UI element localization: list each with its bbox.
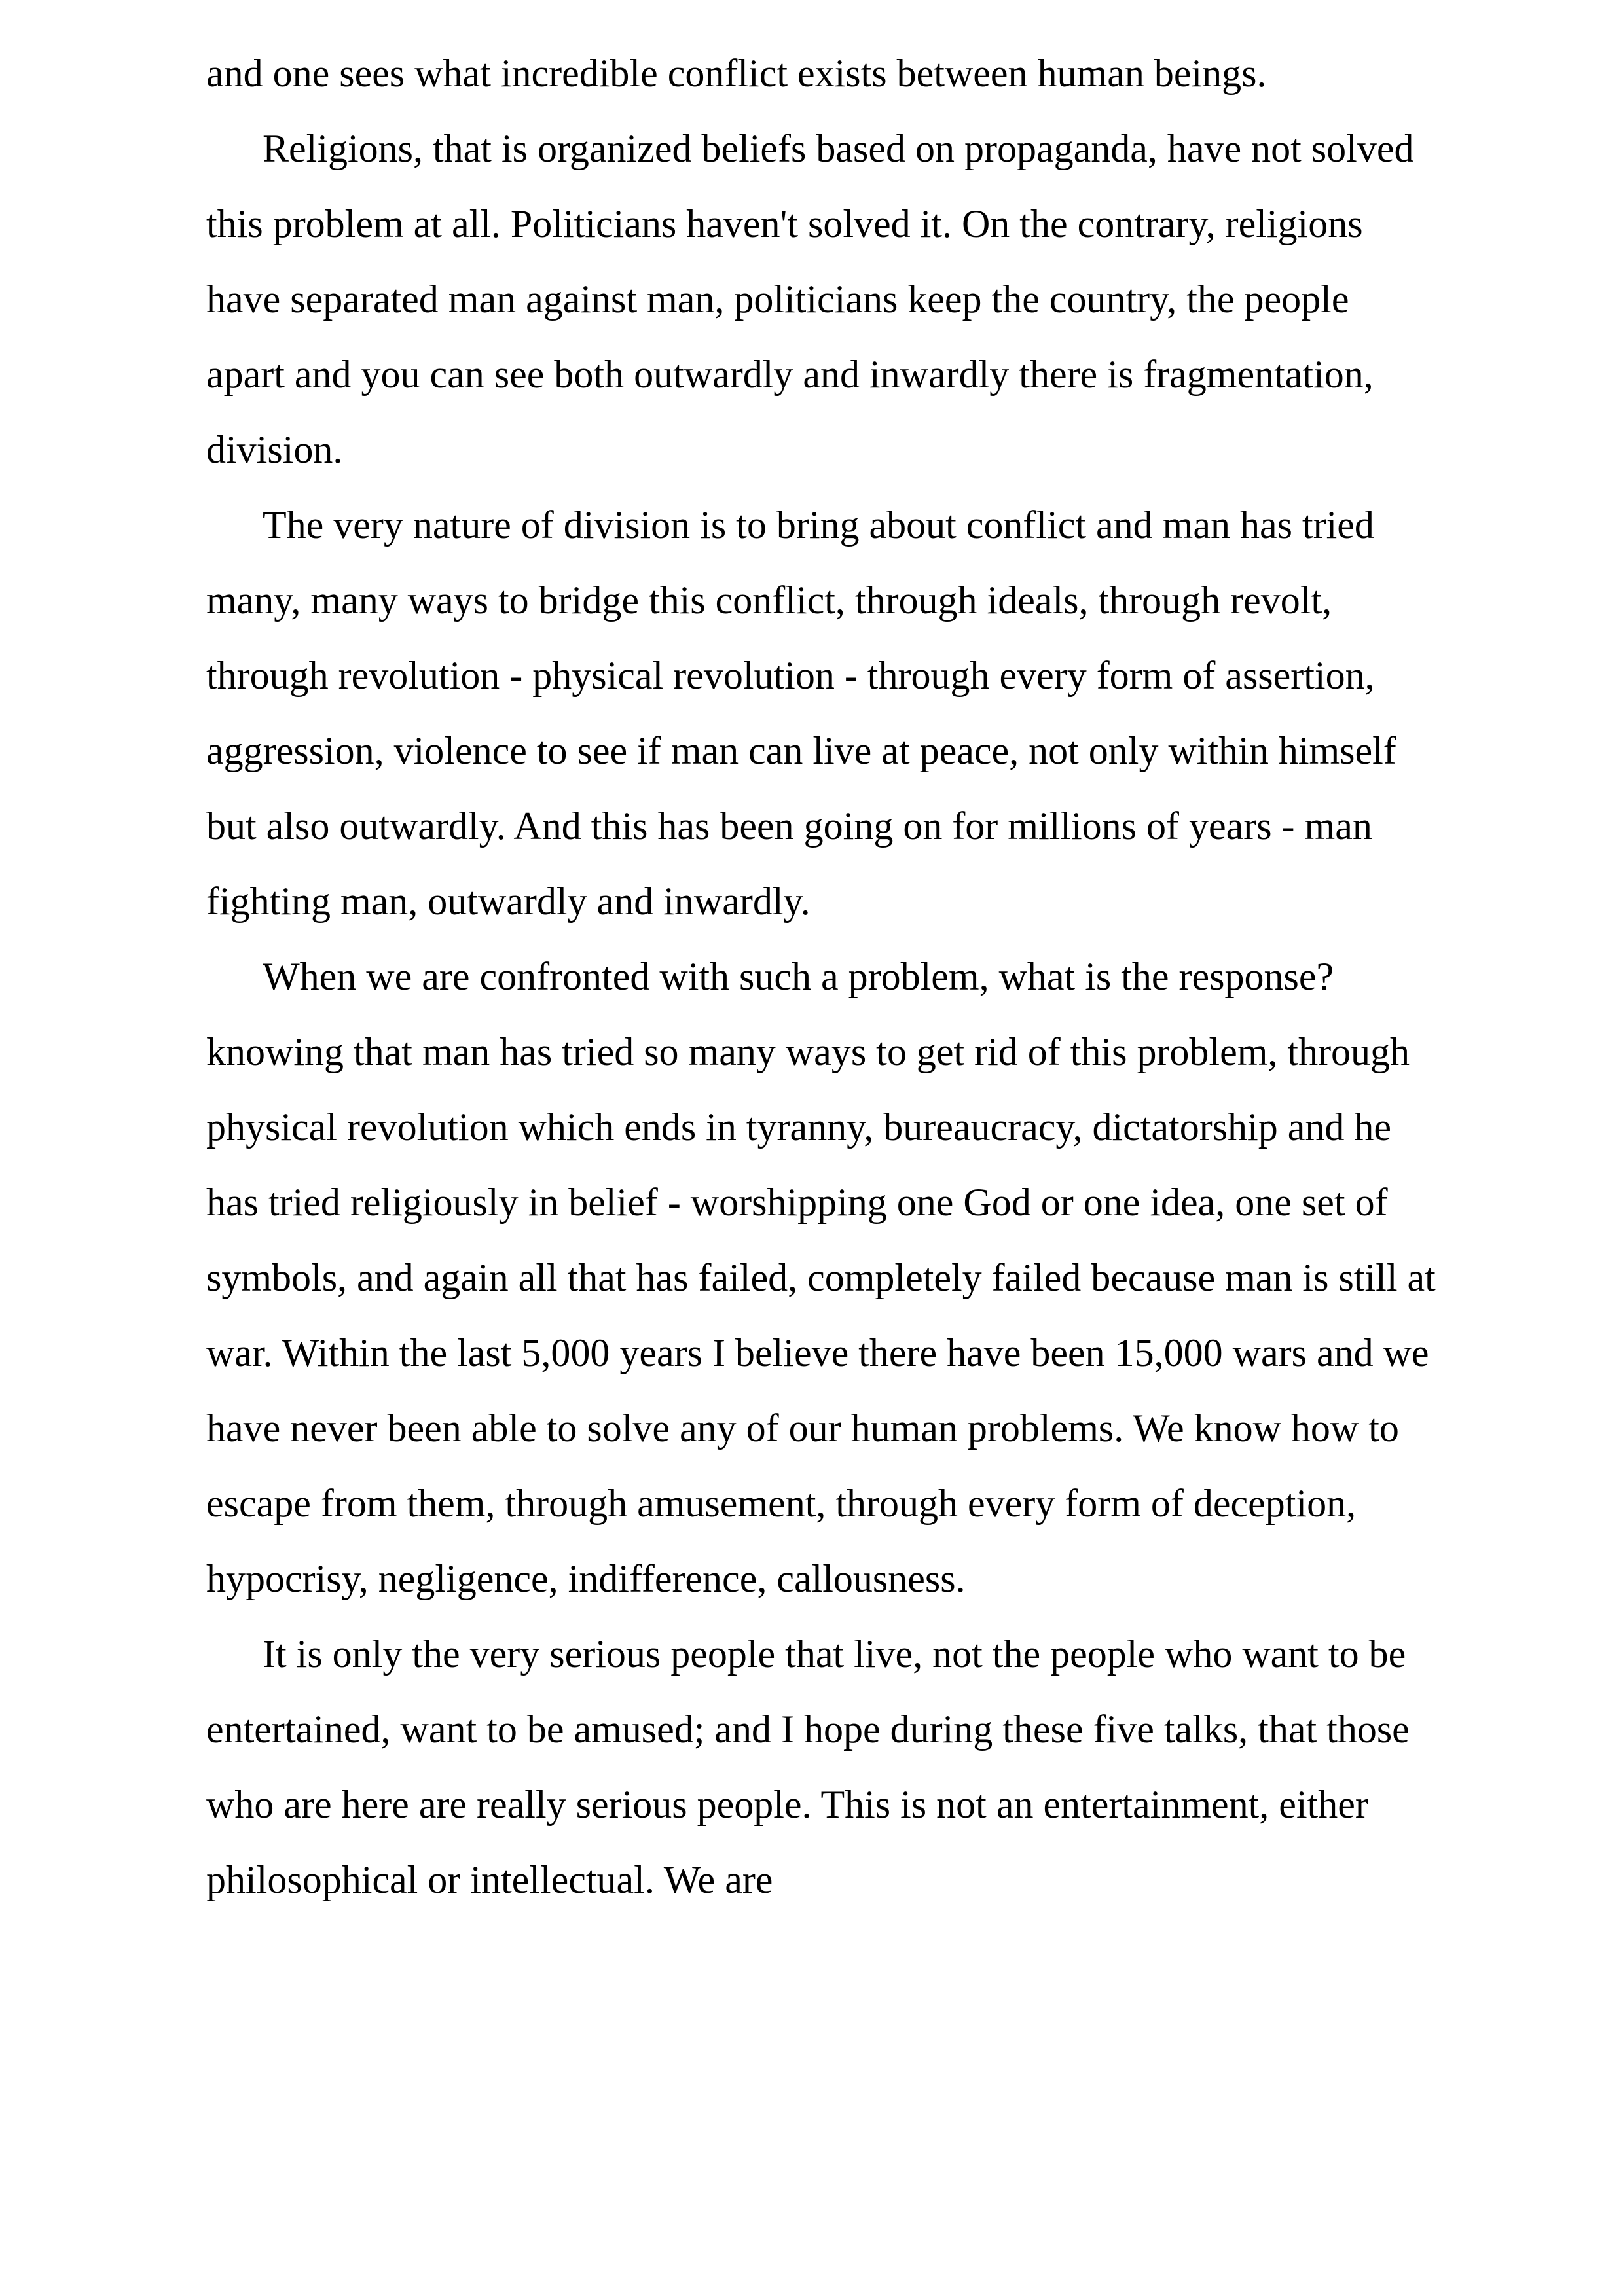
paragraph-continuation: and one sees what incredible conflict exists between human beings. — [206, 52, 1267, 95]
paragraph-division: The very nature of division is to bring about conflict and man has tried many, many ways to bridge this conflict, through ideals, through revolt, through revolution - physical revolution - through every form of assertion, aggression, violence to see if man can live at peace, not only within himself but also outwardly. And this has been going on for millions of years - man fighting man, outwardly and inwardly. — [206, 503, 1396, 923]
document-page — [206, 36, 1437, 1918]
paragraph-response: When we are confronted with such a problem, what is the response? knowing that man has tried so many ways to get rid of this problem, through physical revolution which ends in tyranny, bureaucracy, dictatorship and he has tried religiously in belief - worshipping one God or one idea, one set of symbols, and again all that has failed, completely failed because man is still at war. Within the last 5,000 years I believe there have been 15,000 wars and we have never been able to solve any of our human problems. We know how to escape from them, through amusement, through every form of deception, hypocrisy, negligence, indifference, callousness. — [206, 955, 1436, 1600]
paragraph-serious-people: It is only the very serious people that live, not the people who want to be entertained, want to be amused; and I hope during these five talks, that those who are here are really serious people. This is not an entertainment, either philosophical or intellectual. We are — [206, 1632, 1410, 1901]
paragraph-religions: Religions, that is organized beliefs based on propaganda, have not solved this problem at all. Politicians haven't solved it. On the contrary, religions have separated man against man, politicians keep the country, the people apart and you can see both outwardly and inwardly there is fragmentation, division. — [206, 127, 1414, 471]
